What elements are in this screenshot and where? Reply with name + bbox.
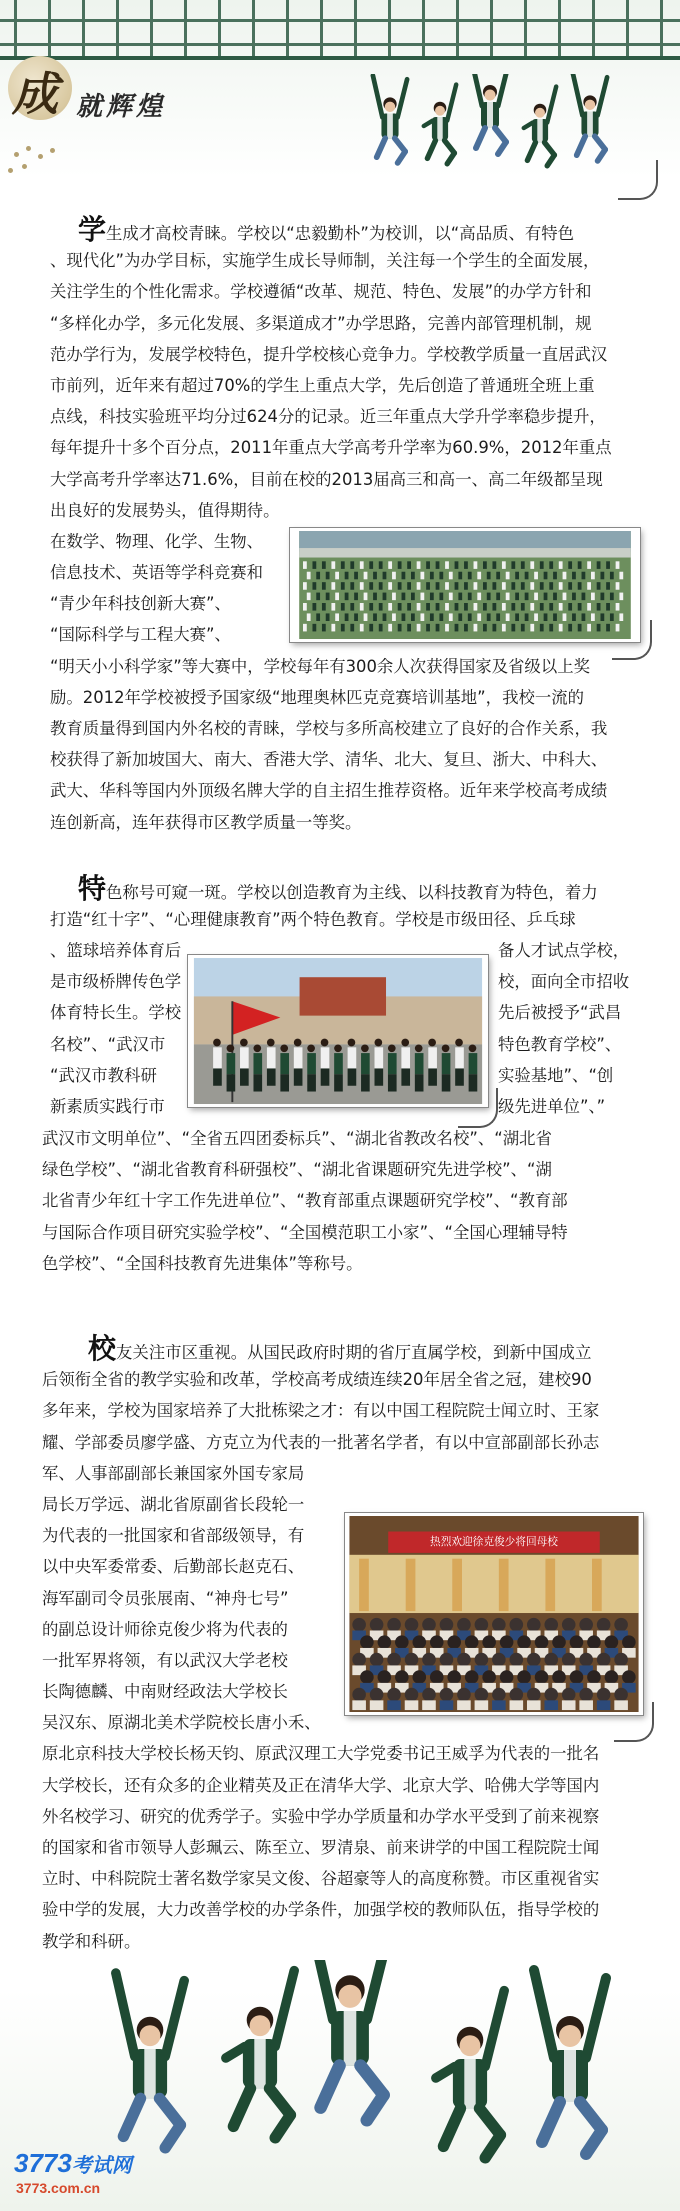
section2-dropcap: 特 — [78, 872, 107, 905]
logo-cn: 考试网 — [71, 2155, 132, 2177]
text-line: 一批军界将领，有以武汉大学老校 — [42, 1650, 288, 1670]
jumping-students-photo-top — [360, 74, 630, 194]
text-line: 连创新高，连年获得市区教学质量一等奖。 — [50, 812, 362, 832]
section3-dropcap: 校 — [88, 1332, 117, 1365]
text-line: 新素质实践行市 — [50, 1096, 165, 1116]
text-line: 北省青少年红十字工作先进单位”、“教育部重点课题研究学校”、“教育部 — [42, 1191, 568, 1211]
text-line: 立时、中科院院士著名数学家吴文俊、谷超豪等人的高度称赞。市区重视省实 — [42, 1869, 600, 1889]
text-line: 绿色学校”、“湖北省教育科研强校”、“湖北省课题研究先进学校”、“湖 — [42, 1160, 552, 1180]
text-line: 吴汉东、原湖北美术学院校长唐小禾、 — [42, 1713, 321, 1733]
text-line: 体育特长生。学校 — [50, 1003, 182, 1023]
text-line: 大学校长，还有众多的企业精英及正在清华大学、北京大学、哈佛大学等国内 — [42, 1775, 600, 1795]
text-line: 的国家和省市领导人彭珮云、陈至立、罗清泉、前来讲学的中国工程院院士闻 — [42, 1838, 600, 1857]
text-line: 点线，科技实验班平均分过624分的记录。近三年重点大学升学率稳步提升， — [50, 407, 606, 427]
decorative-corner — [614, 1702, 654, 1742]
text-line: 海军副司令员张展南、“神舟七号” — [42, 1588, 289, 1608]
top-border-line — [0, 56, 680, 60]
text-line: 外名校学习、研究的优秀学子。实验中学办学质量和办学水平受到了前来视察 — [42, 1806, 600, 1826]
text-line: 后领衔全省的教学实验和改革，学校高考成绩连续20年居全省之冠，建校90 — [42, 1370, 592, 1390]
text-line: 多年来，学校为国家培养了大批栋梁之才：有以中国工程院院士闻立时、王家 — [42, 1401, 600, 1421]
text-line: 先后被授予“武昌 — [498, 1003, 622, 1023]
text-line: 是市级桥牌传色学 — [50, 972, 182, 992]
text-line: “武汉市教科研 — [50, 1065, 157, 1085]
welcome-banner-text: 热烈欢迎徐克俊少将回母校 — [430, 1535, 558, 1549]
text-line: 、现代化”为办学目标，实施学生成长导师制，关注每一个学生的全面发展， — [50, 251, 600, 271]
text-line: 名校”、“武汉市 — [50, 1034, 166, 1054]
section1-dropcap: 学 — [78, 213, 107, 246]
text-line: 励。2012年学校被授予国家级“地理奥林匹克竞赛培训基地”，我校一流的 — [50, 687, 585, 707]
text-line: 武汉市文明单位”、“全省五四团委标兵”、“湖北省教改名校”、“湖北省 — [42, 1129, 552, 1148]
top-lattice-border — [0, 0, 680, 56]
section2-paragraph — [50, 873, 598, 935]
auditorium-photo — [345, 1513, 643, 1715]
text-line: 出良好的发展势头，值得期待。 — [50, 500, 280, 520]
text-line: 校获得了新加坡国大、南大、香港大学、清华、北大、复旦、浙大、中科大、 — [50, 750, 608, 770]
text-line: 大学高考升学率达71.6%，目前在校的2013届高三和高一、高二年级都呈现 — [50, 469, 603, 489]
text-line: 打造“红十字”、“心理健康教育”两个特色教育。学校是市级田径、乒乓球 — [50, 910, 576, 930]
text-line: 级先进单位”、” — [498, 1096, 606, 1116]
section1-first-line — [50, 214, 612, 245]
text-line: 为代表的一批国家和省部级领导，有 — [42, 1526, 305, 1546]
students-field-photo — [290, 528, 640, 642]
text-line: “多样化办学，多元化发展、多渠道成才”办学思路，完善内部管理机制，规 — [50, 313, 592, 333]
students-flag-march-photo — [188, 955, 488, 1107]
text-line: 色学校”、“全国科技教育先进集体”等称号。 — [42, 1253, 363, 1273]
text-line: 市前列，近年来有超过70%的学生上重点大学，先后创造了普通班全班上重 — [50, 375, 595, 395]
text-line: 原北京科技大学校长杨天钧、原武汉理工大学党委书记王威孚为代表的一批名 — [42, 1744, 600, 1764]
text-line: “青少年科技创新大赛”、 — [50, 594, 231, 614]
text-line: 友关注市区重视。从国民政府时期的省厅直属学校，到新中国成立 — [116, 1343, 592, 1362]
section2-right-column — [498, 935, 629, 1122]
section2-left-column — [50, 935, 181, 1122]
section1-paragraph — [50, 214, 612, 838]
text-line: 色称号可窥一斑。学校以创造教育为主线、以科技教育为特色，着力 — [106, 883, 598, 902]
text-line: 关注学生的个性化需求。学校遵循“改革、规范、特色、发展”的办学方针和 — [50, 282, 592, 302]
section-heading: 就辉煌 — [76, 92, 167, 122]
text-line: 武大、华科等国内外顶级名牌大学的自主招生推荐资格。近年来学校高考成绩 — [50, 781, 608, 801]
section2-full-lines — [42, 1123, 568, 1279]
text-line: 备人才试点学校， — [498, 941, 630, 960]
text-line: 局长万学远、湖北省原副省长段轮一 — [42, 1494, 305, 1514]
jumping-students-photo-bottom — [110, 1960, 630, 2205]
section3-first-line — [42, 1333, 599, 1364]
text-line: 范办学行为，发展学校特色，提升学校核心竞争力。学校教学质量一直居武汉 — [50, 344, 608, 364]
text-line: 每年提升十多个百分点，2011年重点大学高考升学率为60.9%，2012年重点 — [50, 438, 612, 458]
section2-first-line — [50, 873, 598, 904]
text-line: 信息技术、英语等学科竞赛和 — [50, 563, 264, 583]
text-line: 的副总设计师徐克俊少将为代表的 — [42, 1619, 288, 1639]
site-url: 3773.com.cn — [16, 2180, 101, 2196]
heading-seal-char: 成 — [12, 67, 58, 121]
text-line: 军、人事部副部长兼国家外国专家局 — [42, 1463, 305, 1483]
text-line: 验中学的发展，大力改善学校的办学条件，加强学校的教师队伍，指导学校的 — [42, 1900, 600, 1920]
text-line: 、篮球培养体育后 — [50, 941, 182, 960]
text-line: 特色教育学校”、 — [498, 1034, 622, 1054]
text-line: 教学和科研。 — [42, 1931, 141, 1951]
text-line: “明天小小科学家”等大赛中，学校每年有300余人次获得国家及省级以上奖 — [50, 656, 590, 676]
text-line: 在数学、物理、化学、生物、 — [50, 531, 264, 551]
text-line: 生成才高校青睐。学校以“忠毅勤朴”为校训，以“高品质、有特色 — [106, 224, 575, 243]
decorative-corner — [612, 620, 652, 660]
text-line: 与国际合作项目研究实验学校”、“全国模范职工小家”、“全国心理辅导特 — [42, 1222, 568, 1242]
site-logo — [14, 2148, 132, 2179]
text-line: “国际科学与工程大赛”、 — [50, 625, 231, 645]
text-line: 实验基地”、“创 — [498, 1065, 614, 1085]
decorative-corner — [618, 160, 658, 200]
text-line: 教育质量得到国内外名校的青睐，学校与多所高校建立了良好的合作关系，我 — [50, 719, 608, 738]
text-line: 耀、学部委员廖学盛、方克立为代表的一批著名学者，有以中宣部副部长孙志 — [42, 1432, 600, 1452]
logo-number: 3773 — [14, 2148, 72, 2178]
text-line: 长陶德麟、中南财经政法大学校长 — [42, 1682, 288, 1702]
text-line: 以中央军委常委、后勤部长赵克石、 — [42, 1557, 305, 1577]
decorative-corner — [458, 1088, 498, 1128]
text-line: 校，面向全市招收 — [498, 972, 630, 992]
